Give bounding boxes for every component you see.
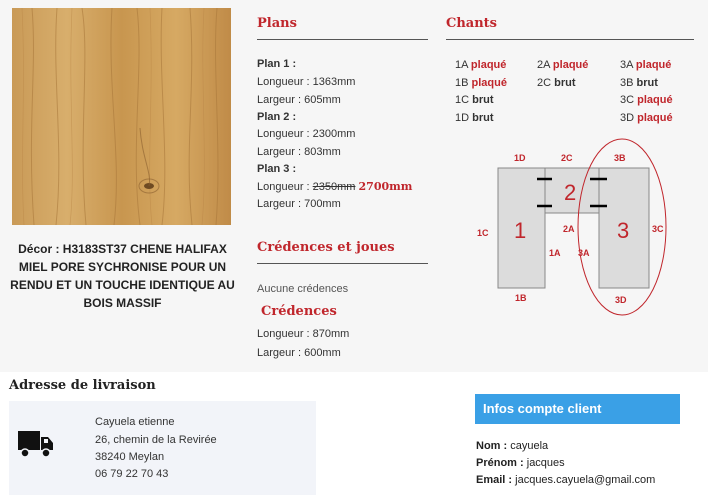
plan1-label: Plan 1 :	[257, 58, 297, 70]
label-3d: 3D	[615, 295, 627, 305]
client-nom: Nom : cayuela	[476, 440, 549, 452]
chant-1b: 1B plaqué	[455, 77, 507, 89]
chant-3d: 3D plaqué	[620, 112, 673, 124]
chant-1a: 1A plaqué	[455, 59, 507, 71]
number-3: 3	[617, 218, 630, 243]
number-1: 1	[514, 218, 527, 243]
plans-divider	[257, 39, 428, 40]
chant-2c: 2C brut	[537, 77, 576, 89]
delivery-street: 26, chemin de la Revirée	[95, 434, 217, 446]
delivery-phone: 06 79 22 70 43	[95, 468, 169, 480]
decor-sample-image	[12, 8, 231, 225]
label-2c: 2C	[561, 153, 573, 163]
delivery-city: 38240 Meylan	[95, 451, 165, 463]
delivery-name: Cayuela etienne	[95, 416, 175, 428]
plan3-longueur-new: 2700mm	[358, 180, 413, 193]
worktop-diagram	[472, 138, 708, 320]
plan2-largeur: Largeur : 803mm	[257, 146, 341, 158]
delivery-address-title: Adresse de livraison	[9, 378, 156, 393]
client-prenom: Prénom : jacques	[476, 457, 565, 469]
chant-1c: 1C brut	[455, 94, 494, 106]
credence-longueur: Longueur : 870mm	[257, 328, 350, 340]
credences-joues-title: Crédences et joues	[257, 240, 395, 255]
plan3-longueur-old: 2350mm	[312, 181, 356, 193]
chants-divider	[446, 39, 694, 40]
client-email: Email : jacques.cayuela@gmail.com	[476, 474, 656, 486]
truck-icon	[18, 430, 54, 458]
plan3-largeur: Largeur : 700mm	[257, 198, 341, 210]
plans-title: Plans	[257, 16, 297, 31]
plan3-longueur-prefix: Longueur :	[257, 181, 313, 193]
credence-largeur: Largeur : 600mm	[257, 347, 341, 359]
plan1-longueur: Longueur : 1363mm	[257, 76, 356, 88]
label-3a: 3A	[578, 248, 590, 258]
plan1-largeur: Largeur : 605mm	[257, 94, 341, 106]
plan3-label: Plan 3 :	[257, 163, 297, 175]
credences-subtitle: Crédences	[261, 304, 337, 319]
chant-1d: 1D brut	[455, 112, 494, 124]
chant-3a: 3A plaqué	[620, 59, 672, 71]
label-1c: 1C	[477, 228, 489, 238]
label-1a: 1A	[549, 248, 561, 258]
decor-description: Décor : H3183ST37 CHENE HALIFAX MIEL PORE SYCHRONISE POUR UN RENDU ET UN TOUCHE IDENTIQUE AU BOIS MASSIF	[10, 242, 235, 310]
client-info-header: Infos compte client	[475, 394, 680, 424]
plan2-longueur: Longueur : 2300mm	[257, 128, 356, 140]
chant-3b: 3B brut	[620, 77, 658, 89]
label-2a: 2A	[563, 224, 575, 234]
chant-3c: 3C plaqué	[620, 94, 673, 106]
credences-divider	[257, 263, 428, 264]
chant-2a: 2A plaqué	[537, 59, 589, 71]
number-2: 2	[564, 180, 577, 205]
label-1d: 1D	[514, 153, 526, 163]
label-3c: 3C	[652, 224, 664, 234]
plan2-label: Plan 2 :	[257, 111, 297, 123]
chants-title: Chants	[446, 16, 497, 31]
label-1b: 1B	[515, 293, 527, 303]
plan3-longueur	[257, 180, 412, 193]
label-3b: 3B	[614, 153, 626, 163]
aucune-credences-text: Aucune crédences	[257, 283, 349, 295]
